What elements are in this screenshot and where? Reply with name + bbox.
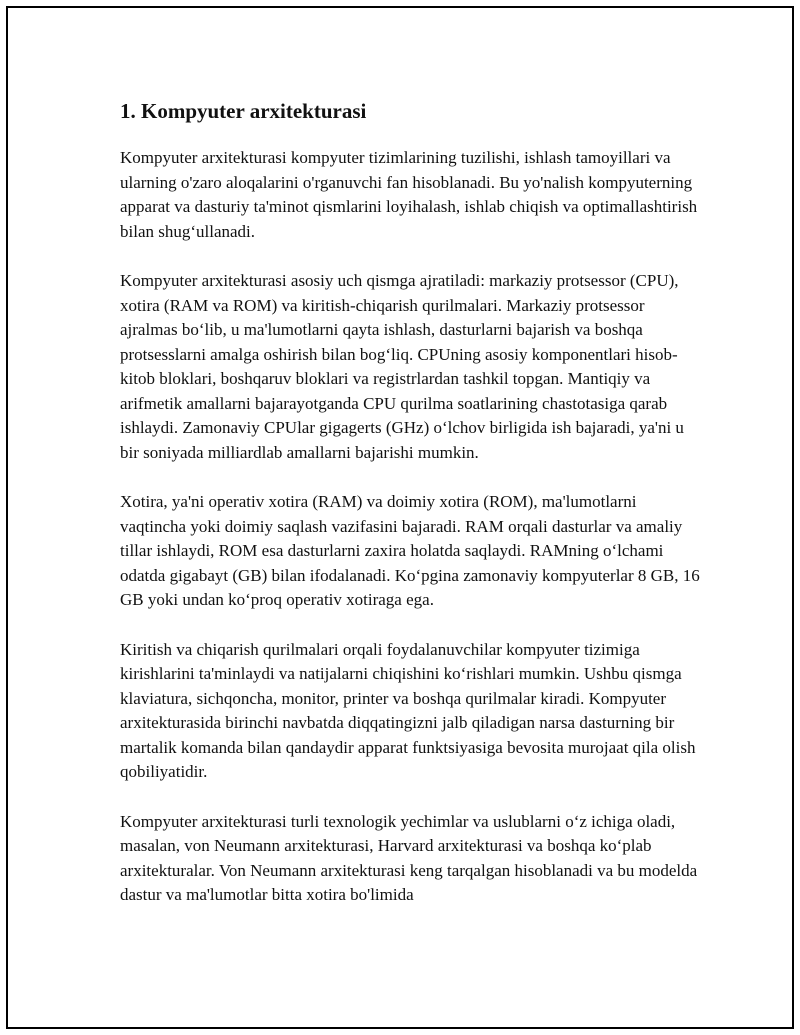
paragraph-components: Kompyuter arxitekturasi asosiy uch qismga ajratiladi: markaziy protsessor (CPU), xotira (RAM va ROM) va kiritish-chiqarish qurilmalari. Markaziy protsessor ajralmas boʻlib, u ma'lumotlarni qayta ishlash, dasturlarni bajarish va boshqa protsesslarni amalga oshirish bilan bogʻliq. CPUning asosiy komponentlari hisob-kitob bloklari, boshqaruv bloklari va registrlardan tashkil topgan. Mantiqiy va arifmetik amallarni bajarayotganda CPU qurilma soatlarining chastotasiga qarab ishlaydi. Zamonaviy CPUlar gigagerts (GHz) oʻlchov birligida ish bajaradi, ya'ni u bir soniyada milliardlab amallarni bajarishi mumkin. (120, 271, 684, 462)
page-frame (6, 6, 794, 1029)
paragraph-intro: Kompyuter arxitekturasi kompyuter tizimlarining tuzilishi, ishlash tamoyillari va ularning o'zaro aloqalarini o'rganuvchi fan hisoblanadi. Bu yo'nalish kompyuterning apparat va dasturiy ta'minot qismlarini loyihalash, ishlab chiqish va optimallashtirish bilan shugʻullanadi. (120, 148, 698, 241)
paragraph-architectures: Kompyuter arxitekturasi turli texnologik yechimlar va uslublarni oʻz ichiga oladi, masalan, von Neumann arxitekturasi, Harvard arxitekturasi va boshqa koʻplab arxitekturalar. Von Neumann arxitekturasi keng tarqalgan hisoblanadi va bu modelda dastur va ma'lumotlar bitta xotira bo'limida (120, 811, 698, 904)
document-body (120, 96, 700, 908)
section-title: 1. Kompyuter arxitekturasi (120, 99, 367, 123)
paragraph-io-devices: Kiritish va chiqarish qurilmalari orqali foydalanuvchilar kompyuter tizimiga kirishlarini ta'minlaydi va natijalarni chiqishini koʻrishlari mumkin. Ushbu qismga klaviatura, sichqoncha, monitor, printer va boshqa qurilmalar kiradi. Kompyuter arxitekturasida birinchi navbatda diqqatingizni jalb qiladigan narsa dasturning bir martalik komanda bilan qandaydir apparat funktsiyasiga bevosita murojaat qila olish qobiliyatidir. (120, 639, 696, 781)
paragraph-memory: Xotira, ya'ni operativ xotira (RAM) va doimiy xotira (ROM), ma'lumotlarni vaqtincha yoki doimiy saqlash vazifasini bajaradi. RAM orqali dasturlar va amaliy tillar ishlaydi, ROM esa dasturlarni zaxira holatda saqlaydi. RAMning oʻlchami odatda gigabayt (GB) bilan ifodalanadi. Koʻpgina zamonaviy kompyuterlar 8 GB, 16 GB yoki undan koʻproq operativ xotiraga ega. (120, 492, 700, 609)
